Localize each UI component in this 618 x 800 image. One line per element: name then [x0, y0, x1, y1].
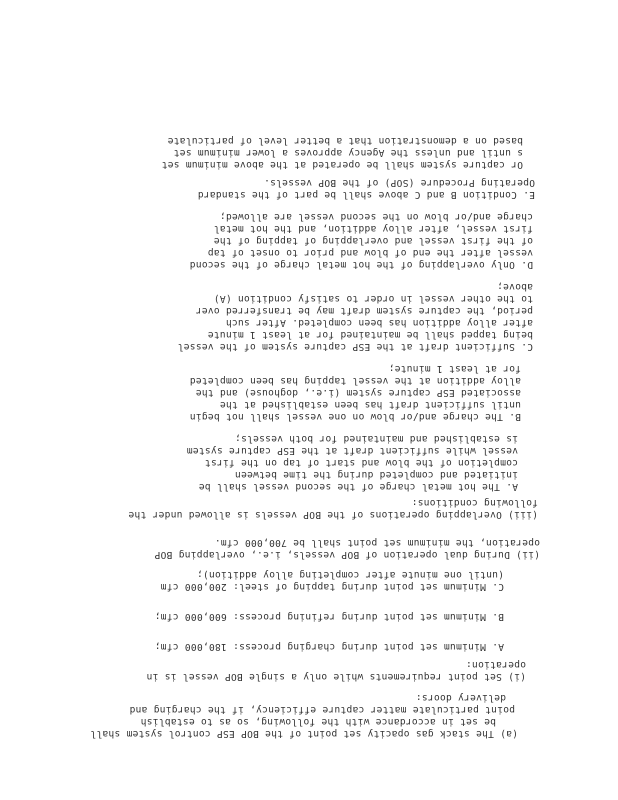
text-line: B. The charge and/or blow on one vessel shall not begin — [189, 411, 521, 422]
text-line: until sufficient draft has been established at the — [219, 399, 521, 410]
text-line: s until and unless the Agency approves a lower minimum set — [173, 147, 523, 158]
text-line: Operating Procedure (SOP) of the BOP vessels. — [263, 177, 535, 188]
text-line: being tapped shall be maintained for at least 1 minute — [207, 329, 533, 340]
text-line: vessel after the end of blow and prior to onset of tap — [207, 247, 533, 258]
text-line: above; — [496, 281, 533, 292]
text-line: D. Only overlapping of the hot metal charge of the second — [189, 259, 533, 270]
text-line: point particulate matter capture efficiency, if the charging and — [129, 704, 515, 715]
text-line: period, the capture system draft may be transferred over — [195, 305, 533, 316]
text-line: following conditions: — [411, 497, 538, 508]
text-line: operation, the minimum set point shall be 700,000 cfm. — [214, 537, 540, 548]
text-line: based on a demonstration that a better level of particulate — [167, 135, 523, 146]
text-line: charge and/or blow on the second vessel are allowed; — [219, 211, 533, 222]
text-line: of the first vessel and overlapping of tapping of the — [213, 235, 533, 246]
text-line: initiated and completed during the time between — [234, 469, 518, 480]
text-line: (iii) Overlapping operations of the BOP vessels is allowed under the — [128, 509, 538, 520]
text-line: after alloy addition has been completed. After such — [225, 317, 533, 328]
text-line: Or capture system shall be operated at the above minimum set — [161, 159, 523, 170]
text-line: completion of the blow and start of tap on the first — [204, 457, 518, 468]
text-line: (ii) During dual operation of BOP vessels, i.e., overlapping BOP — [154, 549, 540, 560]
text-line: first vessel, after alloy addition, and the hot metal — [213, 223, 533, 234]
text-line: delivery doors: — [415, 692, 506, 703]
text-line: C. Minimum set point during tapping of steel: 200,000 cfm — [160, 581, 504, 592]
text-line: for at least 1 minute; — [388, 363, 521, 374]
text-line: A. The hot metal charge of the second vessel shall be — [198, 481, 518, 492]
text-line: A. Minimum set point during charging process: 180,000 cfm; — [154, 641, 504, 652]
text-line: alloy addition at the vessel tapping has been completed — [189, 375, 521, 386]
text-line: (i) Set point requirements while only a single BOP vessel is in — [146, 671, 526, 682]
text-line: operation: — [465, 659, 526, 670]
text-line: associated ESP capture system (i.e., doghouse) and the — [195, 387, 521, 398]
text-line: (a) The stack gas opacity set point of the BOP ESP control system shall — [90, 728, 518, 739]
text-line: to the other vessel in order to satisfy condition (A) — [213, 293, 533, 304]
text-line: C. Sufficient draft at the ESP capture system of the vessel — [177, 341, 533, 352]
text-line: B. Minimum set point during refining process: 600,000 cfm; — [154, 611, 504, 622]
text-line: vessel while sufficient draft at the ESP capture system — [186, 445, 518, 456]
text-line: is established and maintained for both vessels; — [234, 433, 518, 444]
text-line: E. Condition B and C above shall be part of the standard — [197, 189, 535, 200]
text-line: (until one minute after completing alloy addition); — [196, 569, 504, 580]
text-line: be set in accordance with the following, so as to establish — [140, 716, 496, 727]
